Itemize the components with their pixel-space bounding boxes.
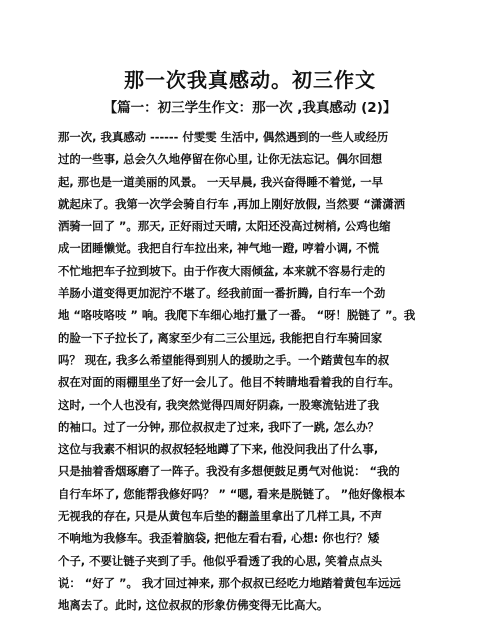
body-line: 不忙地把车子拉到坡下。由于作夜大雨倾盆, 本来就不容易行走的 xyxy=(58,263,386,278)
body-line: 不响地为我修车。我歪着脑袋, 把他左看右看, 心想: 你也行？矮 xyxy=(58,531,380,546)
body-line: 地离去了。此时, 这位叔叔的形象仿佛变得无比高大。 xyxy=(58,598,329,613)
document-subtitle: 【篇一：初三学生作文：那一次 ,我真感动 (2)】 xyxy=(103,100,397,116)
body-line: 说： “好了 ”。 我才回过神来, 那个叔叔已经吃力地踏着黄包车远远 xyxy=(58,575,401,590)
body-line: 自行车坏了, 您能帮我修好吗？ ” “嗯, 看来是脱链了。 ”他好像根本 xyxy=(58,486,406,501)
body-line: 这位与我素不相识的叔叔轻轻地蹲了下来, 他没问我出了什么事, xyxy=(58,442,379,457)
document-title: 那一次我真感动。初三作文 xyxy=(124,68,376,92)
body-line: 的脸一下子拉长了, 离家至少有二三公里远, 我能把自行车骑回家 xyxy=(58,330,383,345)
body-line: 洒骑一回了 ”。那天, 正好雨过天晴, 太阳还没高过树梢, 公鸡也缩 xyxy=(58,219,391,234)
body-line: 这时, 一个人也没有, 我突然觉得四周好阴森, 一股寒流钻进了我 xyxy=(58,397,380,412)
body-line: 成一团睡懒觉。我把自行车拉出来, 神气地一蹬, 哼着小调, 不慌 xyxy=(58,241,380,256)
document-body xyxy=(58,126,498,617)
body-line: 过的一些事, 总会久久地停留在你心里, 让你无法忘记。偶尔回想 xyxy=(58,152,383,167)
body-line: 吗？ 现在, 我多么希望能得到别人的援助之手。一个踏黄包车的叔 xyxy=(58,352,390,367)
body-line: 无视我的存在, 只是从黄包车后垫的翻盖里拿出了几样工具, 不声 xyxy=(58,509,383,524)
body-line: 只是抽着香烟琢磨了一阵子。我没有多想便鼓足勇气对他说： “我的 xyxy=(58,464,400,479)
body-line: 个子, 不要让链子夹到了手。他似乎看透了我的心思, 笑着点点头 xyxy=(58,553,383,568)
body-line: 羊肠小道变得更加泥泞不堪了。经我前面一番折腾, 自行车一个劲 xyxy=(58,286,386,301)
body-line: 的袖口。过了一分钟, 那位叔叔走了过来, 我吓了一跳, 怎么办？ xyxy=(58,419,380,434)
body-line: 叔在对面的雨棚里坐了好一会儿了。他目不转睛地看着我的自行车。 xyxy=(58,375,400,390)
body-line: 那一次, 我真感动 ------ 付雯雯 生活中, 偶然遇到的一些人或经历 xyxy=(58,130,389,144)
body-line: 起, 那也是一道美丽的风景。 一天早晨, 我兴奋得睡不着觉, 一早 xyxy=(58,174,384,189)
body-line: 就起床了。我第一次学会骑自行车 ,再加上刚好放假, 当然要 “潇潇洒 xyxy=(58,196,405,211)
body-line: 地 “咯吱咯吱 ” 响。我爬下车细心地打量了一番。 “呀！脱链了 ”。我 xyxy=(58,308,416,323)
